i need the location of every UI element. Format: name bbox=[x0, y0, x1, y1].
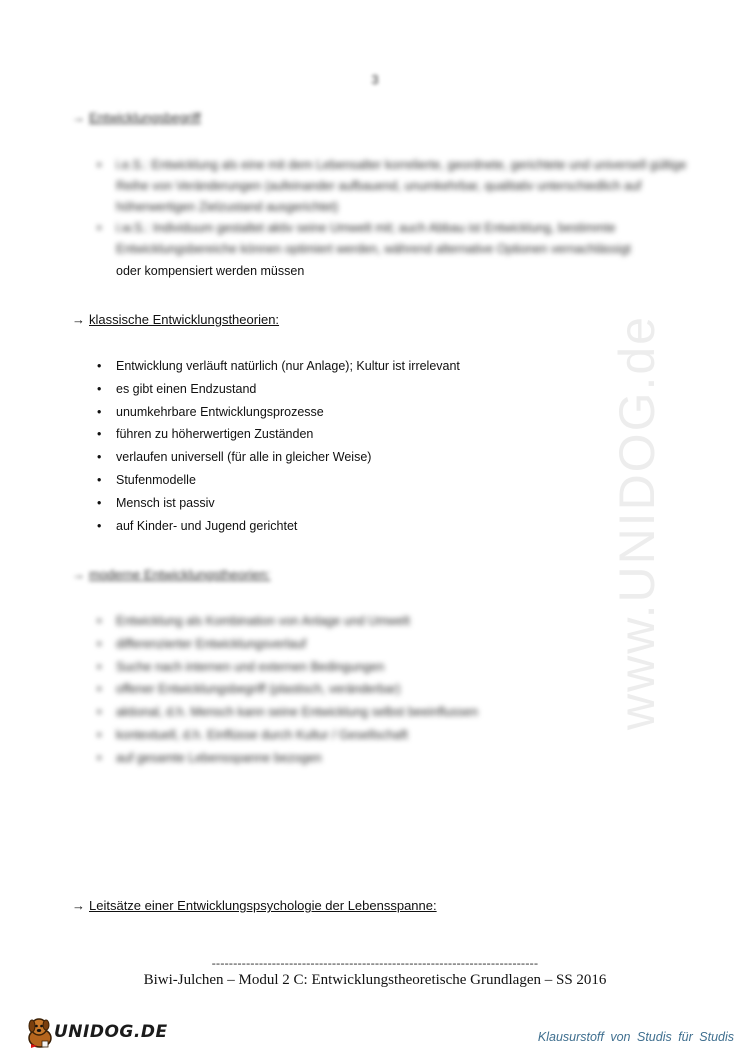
logo-text: UNIDOG.DE bbox=[54, 1022, 168, 1042]
arrow-icon: → bbox=[72, 110, 85, 125]
bullet-icon: • bbox=[97, 705, 102, 720]
bullet-icon: • bbox=[97, 614, 102, 628]
section-heading-entwicklungsbegriff bbox=[72, 110, 201, 126]
list-item: • auf Kinder- und Jugend gerichtet bbox=[97, 515, 657, 538]
list-item: • kontextuell, d.h. Einflüsse durch Kultur / Gesellschaft bbox=[97, 724, 657, 747]
list-item: • verlaufen universell (für alle in gleicher Weise) bbox=[97, 446, 657, 469]
arrow-icon: → bbox=[72, 312, 85, 327]
section-heading-klassische bbox=[72, 312, 279, 328]
bullet-icon: • bbox=[97, 727, 102, 742]
bullet-icon: • bbox=[97, 450, 102, 465]
definition-continuation: oder kompensiert werden müssen bbox=[116, 264, 305, 278]
unidog-logo[interactable] bbox=[22, 1014, 168, 1050]
bullet-icon: • bbox=[97, 659, 102, 674]
list-item: • Mensch ist passiv bbox=[97, 492, 657, 515]
watermark: www.UNIDOG.de bbox=[609, 315, 665, 730]
section-title: Entwicklungsbegriff bbox=[89, 110, 201, 125]
tagline: Klausurstoff von Studis für Studis bbox=[537, 1030, 734, 1044]
classic-theories-list bbox=[97, 355, 657, 537]
bullet-icon: • bbox=[97, 472, 102, 487]
arrow-icon: → bbox=[72, 898, 85, 913]
page-number: 3 bbox=[371, 72, 379, 87]
section-heading-moderne bbox=[72, 567, 270, 583]
bullet-icon: • bbox=[97, 518, 102, 533]
list-item: • auf gesamte Lebensspanne bezogen bbox=[97, 747, 657, 770]
list-item: • führen zu höherwertigen Zuständen bbox=[97, 423, 657, 446]
bullet-icon: • bbox=[97, 636, 102, 651]
list-item: • i.w.S.: Individuum gestaltet aktiv seine Umwelt mit; auch Abbau ist Entwicklung, bestimmte Entwicklungsbereiche können optimiert werden, während alternative Optionen vernachlässigt bbox=[97, 218, 687, 260]
bullet-icon: • bbox=[97, 359, 102, 373]
list-item: • i.e.S.: Entwicklung als eine mit dem Lebensalter korrelierte, geordnete, gerichtete und universell gültige Reihe von Veränderungen (aufeinander aufbauend, unumkehrbar, qualitativ unterschiedlich auf höherwertigen Zielzustand ausgerichtet) bbox=[97, 155, 687, 218]
footer-rule: ---------------------------------------------------------------------------- bbox=[211, 956, 539, 970]
list-item: • es gibt einen Endzustand bbox=[97, 378, 657, 401]
arrow-icon: → bbox=[72, 567, 85, 582]
list-item: • differenzierter Entwicklungsverlauf bbox=[97, 633, 657, 656]
bullet-icon: • bbox=[97, 404, 102, 419]
bullet-icon: • bbox=[97, 381, 102, 396]
list-item: • Entwicklung als Kombination von Anlage und Umwelt bbox=[97, 610, 657, 633]
section-heading-leitsaetze bbox=[72, 898, 437, 914]
list-item: • Stufenmodelle bbox=[97, 469, 657, 492]
bullet-icon: • bbox=[97, 495, 102, 510]
bullet-icon: • bbox=[97, 750, 102, 765]
list-item: • unumkehrbare Entwicklungsprozesse bbox=[97, 401, 657, 424]
list-item: • Entwicklung verläuft natürlich (nur Anlage); Kultur ist irrelevant bbox=[97, 355, 657, 378]
section-title: klassische Entwicklungstheorien: bbox=[89, 312, 280, 327]
definition-list bbox=[97, 155, 687, 260]
bullet-icon: • bbox=[97, 427, 102, 442]
dog-mascot-icon bbox=[22, 1014, 58, 1050]
list-item: • aktional, d.h. Mensch kann seine Entwicklung selbst beeinflussen bbox=[97, 701, 657, 724]
section-title: moderne Entwicklungstheorien: bbox=[89, 567, 271, 582]
list-item: • Suche nach internen und externen Bedingungen bbox=[97, 656, 657, 679]
list-item: • offener Entwicklungsbegriff (plastisch, veränderbar) bbox=[97, 678, 657, 701]
footer-text: Biwi-Julchen – Modul 2 C: Entwicklungstheoretische Grundlagen – SS 2016 bbox=[143, 972, 607, 988]
section-title: Leitsätze einer Entwicklungspsychologie der Lebensspanne: bbox=[89, 898, 437, 913]
modern-theories-list bbox=[97, 610, 657, 770]
bullet-icon: • bbox=[97, 221, 102, 235]
bullet-icon: • bbox=[97, 158, 102, 172]
bullet-icon: • bbox=[97, 682, 102, 697]
